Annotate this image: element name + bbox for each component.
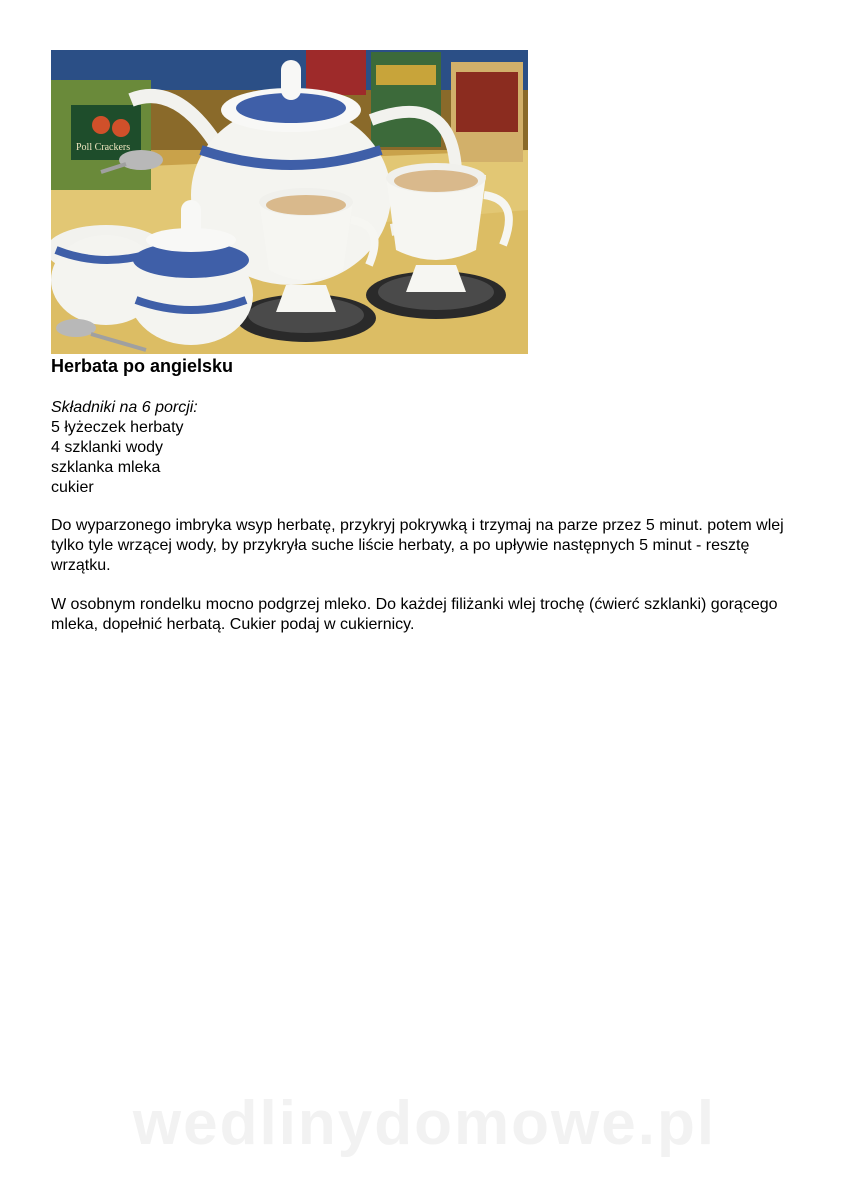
- instructions-section: [51, 516, 811, 654]
- ingredients-list: [51, 418, 198, 498]
- recipe-title: Herbata po angielsku: [51, 356, 234, 376]
- ingredient-item: 4 szklanki wody: [51, 439, 164, 456]
- ingredient-item: 5 łyżeczek herbaty: [51, 419, 184, 436]
- ingredients-heading: Składniki na 6 porcji:: [51, 399, 198, 416]
- instruction-paragraph: W osobnym rondelku mocno podgrzej mleko. Do każdej filiżanki wlej trochę (ćwierć szklanki) gorącego mleka, dopełnić herbatą. Cukier podaj w cukiernicy.: [51, 596, 778, 633]
- tin-label: Poll Crackers: [76, 142, 131, 153]
- tea-set-photo: [51, 50, 528, 354]
- instruction-paragraph: Do wyparzonego imbryka wsyp herbatę, przykryj pokrywką i trzymaj na parze przez 5 minut. potem wlej tylko tyle wrzącej wody, by przykryła suche liście herbaty, a po upływie następnych 5 minut - resztę wrzątku.: [51, 517, 784, 574]
- ingredients-section: [51, 398, 198, 498]
- ingredient-item: cukier: [51, 479, 94, 496]
- watermark: wedlinydomowe.pl: [132, 1089, 717, 1158]
- ingredient-item: szklanka mleka: [51, 459, 161, 476]
